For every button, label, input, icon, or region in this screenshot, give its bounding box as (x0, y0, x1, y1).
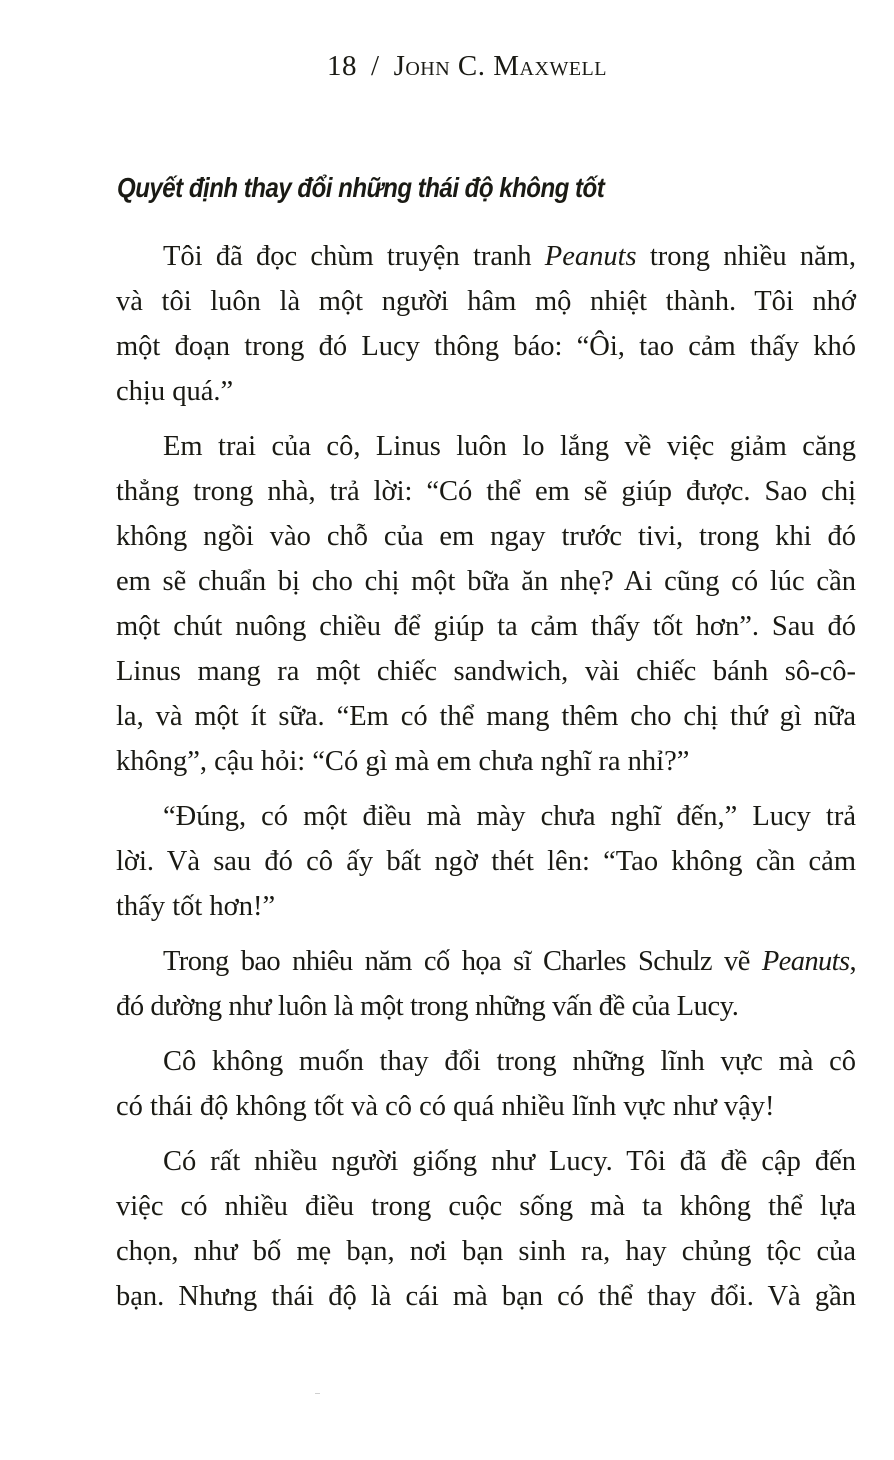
scan-speck (315, 1393, 320, 1394)
text-line: Linus mang ra một chiếc sandwich, vài chiếc bánh sô-cô- (116, 656, 856, 687)
text-line: đó dường như luôn là một trong những vấn đề của Lucy. (116, 991, 739, 1022)
text-line: có thái độ không tốt và cô có quá nhiều lĩnh vực như vậy! (116, 1091, 775, 1122)
text-line: thẳng trong nhà, trả lời: “Có thể em sẽ giúp được. Sao chị (116, 476, 856, 507)
text-line: lời. Và sau đó cô ấy bất ngờ thét lên: “Tao không cần cảm (116, 846, 856, 877)
paragraph (116, 794, 856, 929)
text-line: không ngồi vào chỗ của em ngay trước tivi, trong khi đó (116, 521, 856, 552)
text-line: chọn, như bố mẹ bạn, nơi bạn sinh ra, hay chủng tộc của (116, 1236, 856, 1267)
italic-title: Peanuts (544, 241, 637, 272)
text-line: chịu quá.” (116, 376, 234, 407)
text-line: Em trai của cô, Linus luôn lo lắng về việc giảm căng (163, 431, 856, 462)
body-text (116, 234, 856, 1329)
paragraph (116, 939, 856, 1029)
paragraph (116, 1139, 856, 1319)
author-name: John C. Maxwell (393, 50, 607, 82)
text-line: Có rất nhiều người giống như Lucy. Tôi đã đề cập đến (163, 1146, 856, 1177)
text-line: la, và một ít sữa. “Em có thể mang thêm cho chị thứ gì nữa (116, 701, 856, 732)
paragraph (116, 1039, 856, 1129)
section-title: Quyết định thay đổi những thái độ không tốt (117, 172, 605, 203)
page-number: 18 (327, 50, 357, 82)
text-line: không”, cậu hỏi: “Có gì mà em chưa nghĩ ra nhỉ?” (116, 746, 690, 777)
text-line: “Đúng, có một điều mà mày chưa nghĩ đến,” Lucy trả (163, 801, 856, 832)
text-line: bạn. Nhưng thái độ là cái mà bạn có thể thay đổi. Và gần (116, 1281, 856, 1312)
text-line: Tôi đã đọc chùm truyện tranh Peanuts trong nhiều năm, (163, 241, 857, 272)
text-line: và tôi luôn là một người hâm mộ nhiệt thành. Tôi nhớ (116, 286, 856, 317)
text-line: Trong bao nhiêu năm cố họa sĩ Charles Schulz vẽ Peanuts, (163, 946, 856, 977)
italic-title: Peanuts (761, 946, 850, 977)
running-head (0, 50, 894, 83)
text-line: việc có nhiều điều trong cuộc sống mà ta không thể lựa (116, 1191, 856, 1222)
text-line: em sẽ chuẩn bị cho chị một bữa ăn nhẹ? Ai cũng có lúc cần (116, 566, 856, 597)
paragraph (116, 234, 856, 414)
header-separator: / (371, 50, 380, 82)
text-line: thấy tốt hơn!” (116, 891, 276, 922)
paragraph (116, 424, 856, 784)
text-line: một chút nuông chiều để giúp ta cảm thấy tốt hơn”. Sau đó (116, 611, 856, 642)
text-line: Cô không muốn thay đổi trong những lĩnh vực mà cô (163, 1046, 856, 1077)
text-line: một đoạn trong đó Lucy thông báo: “Ôi, tao cảm thấy khó (116, 331, 856, 362)
